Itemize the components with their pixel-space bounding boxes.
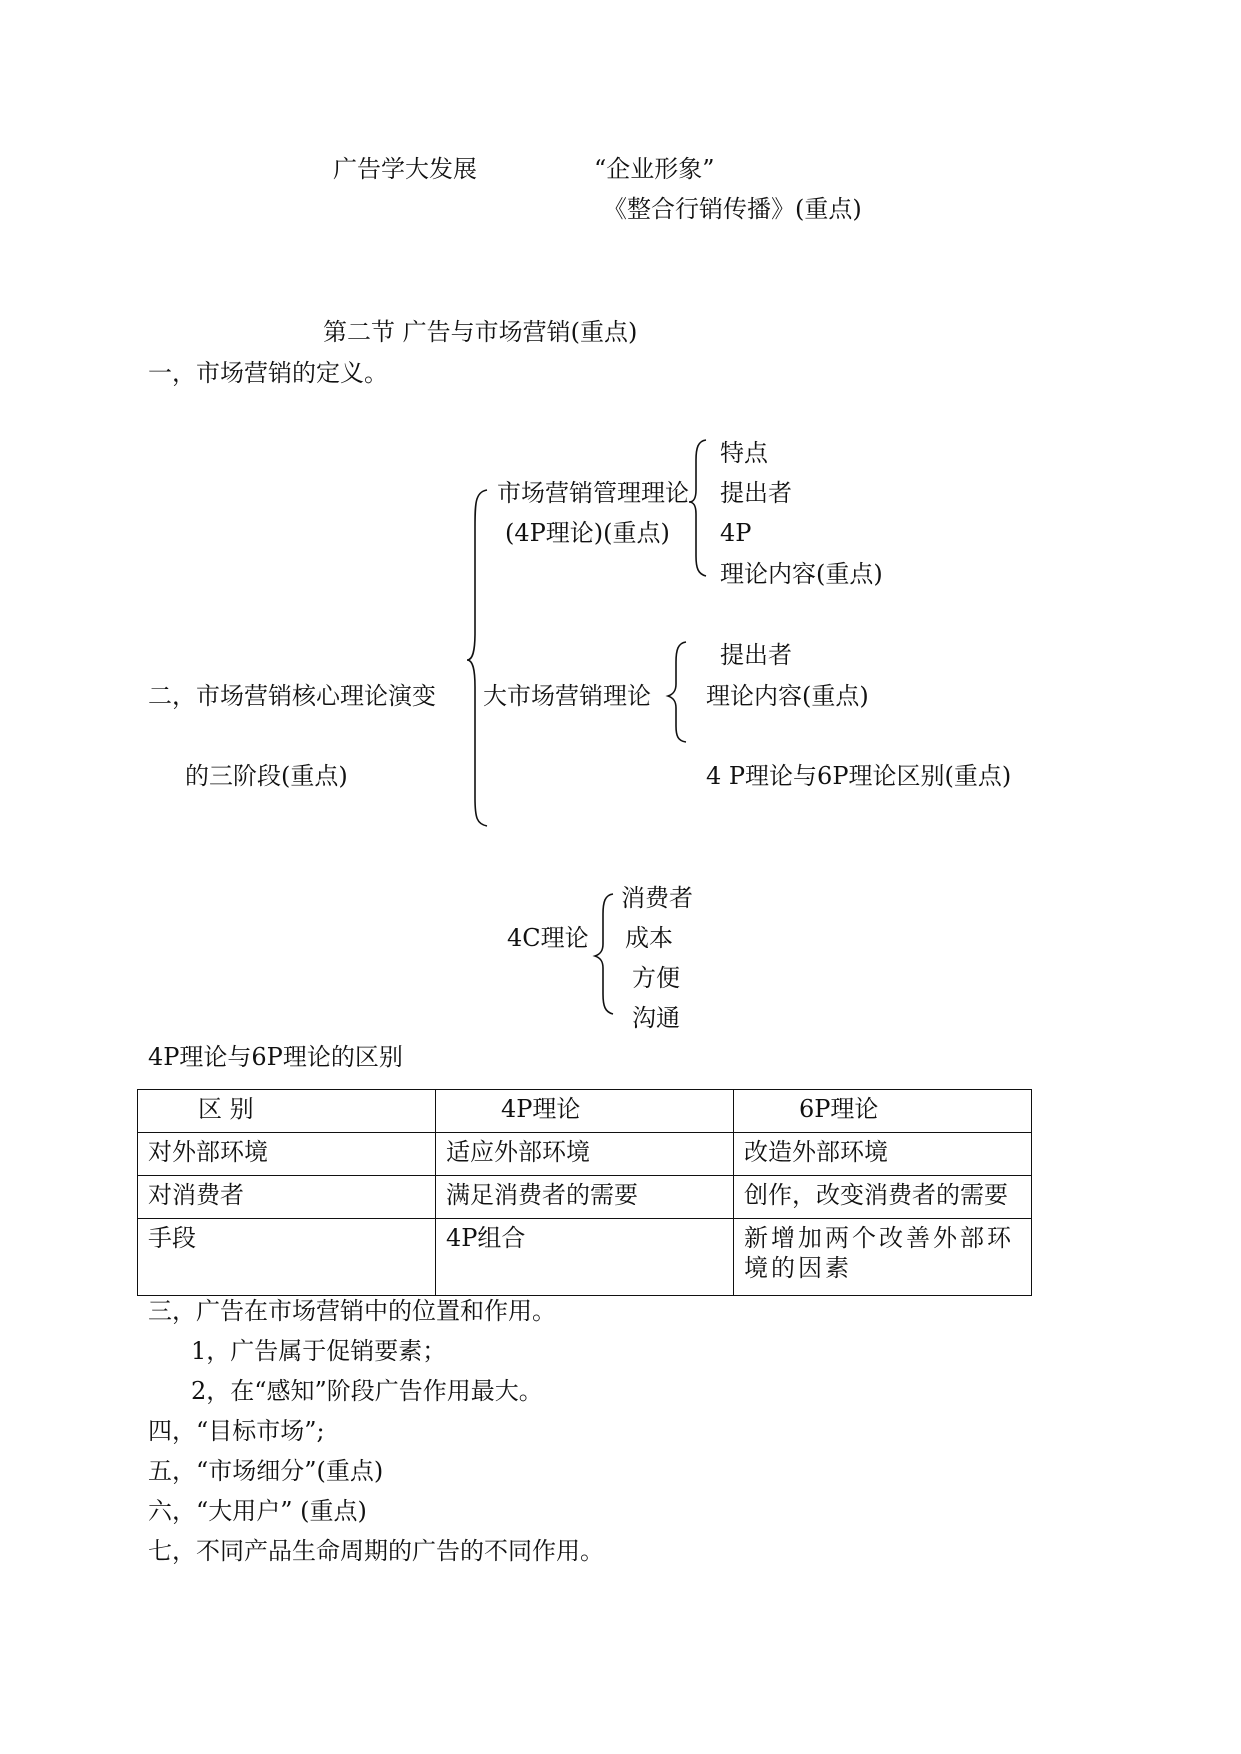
item-1: 一，市场营销的定义。	[148, 359, 388, 387]
branch2-label: 大市场营销理论	[483, 682, 651, 710]
item-7: 七，不同产品生命周期的广告的不同作用。	[148, 1537, 604, 1565]
fourc-item-cost: 成本	[625, 924, 673, 952]
table-cell: 适应外部环境	[436, 1133, 734, 1176]
table-cell: 对消费者	[138, 1176, 436, 1219]
section-title: 第二节 广告与市场营销(重点)	[323, 318, 638, 346]
branch1-item-4p: 4P	[720, 519, 752, 547]
header-4p: 4P理论	[436, 1090, 734, 1133]
table-header-row	[138, 1090, 1032, 1133]
branch2-item-proposer: 提出者	[720, 641, 792, 669]
table-row	[138, 1133, 1032, 1176]
branch2-brace	[666, 640, 690, 744]
branch1-item-content: 理论内容(重点)	[720, 560, 883, 588]
fourc-label: 4C理论	[507, 924, 589, 952]
corporate-image-text: “企业形象”	[594, 155, 715, 183]
fourc-item-convenience: 方便	[632, 964, 680, 992]
tree-root-line2: 的三阶段(重点)	[185, 762, 348, 790]
fourc-brace	[593, 892, 617, 1016]
table-cell: 改造外部环境	[734, 1133, 1032, 1176]
fourc-item-communication: 沟通	[632, 1004, 680, 1032]
big-brace	[465, 488, 495, 828]
item-4: 四，“目标市场”;	[148, 1417, 325, 1445]
table-cell: 创作，改变消费者的需要	[734, 1176, 1032, 1219]
table-caption: 4P理论与6P理论的区别	[148, 1043, 403, 1071]
table-row	[138, 1176, 1032, 1219]
comparison-table	[137, 1089, 1032, 1296]
table-cell: 新增加两个改善外部环境的因素	[734, 1219, 1032, 1296]
header-difference: 区 别	[138, 1090, 436, 1133]
table-cell: 对外部环境	[138, 1133, 436, 1176]
imc-text: 《整合行销传播》(重点)	[603, 195, 862, 223]
header-6p: 6P理论	[734, 1090, 1032, 1133]
tree-root-line1: 二，市场营销核心理论演变	[148, 682, 436, 710]
item-6: 六，“大用户” (重点)	[148, 1497, 367, 1525]
table-cell: 4P组合	[436, 1219, 734, 1296]
fourc-item-consumer: 消费者	[621, 884, 693, 912]
item-3-1: 1，广告属于促销要素；	[191, 1337, 447, 1365]
table-row	[138, 1219, 1032, 1296]
branch1-brace	[688, 438, 712, 578]
branch1-label-line2: (4P理论)(重点)	[505, 519, 670, 547]
item-3: 三，广告在市场营销中的位置和作用。	[148, 1297, 556, 1325]
item-3-2: 2，在“感知”阶段广告作用最大。	[191, 1377, 543, 1405]
branch1-item-proposer: 提出者	[720, 479, 792, 507]
heading-ad-development: 广告学大发展	[333, 155, 477, 183]
branch2-extra: 4 P理论与6P理论区别(重点)	[706, 762, 1012, 790]
table-cell: 手段	[138, 1219, 436, 1296]
branch1-label-line1: 市场营销管理理论	[497, 479, 689, 507]
branch2-item-content: 理论内容(重点)	[706, 682, 869, 710]
branch1-item-features: 特点	[720, 439, 768, 467]
table-cell: 满足消费者的需要	[436, 1176, 734, 1219]
item-5: 五，“市场细分”(重点)	[148, 1457, 384, 1485]
